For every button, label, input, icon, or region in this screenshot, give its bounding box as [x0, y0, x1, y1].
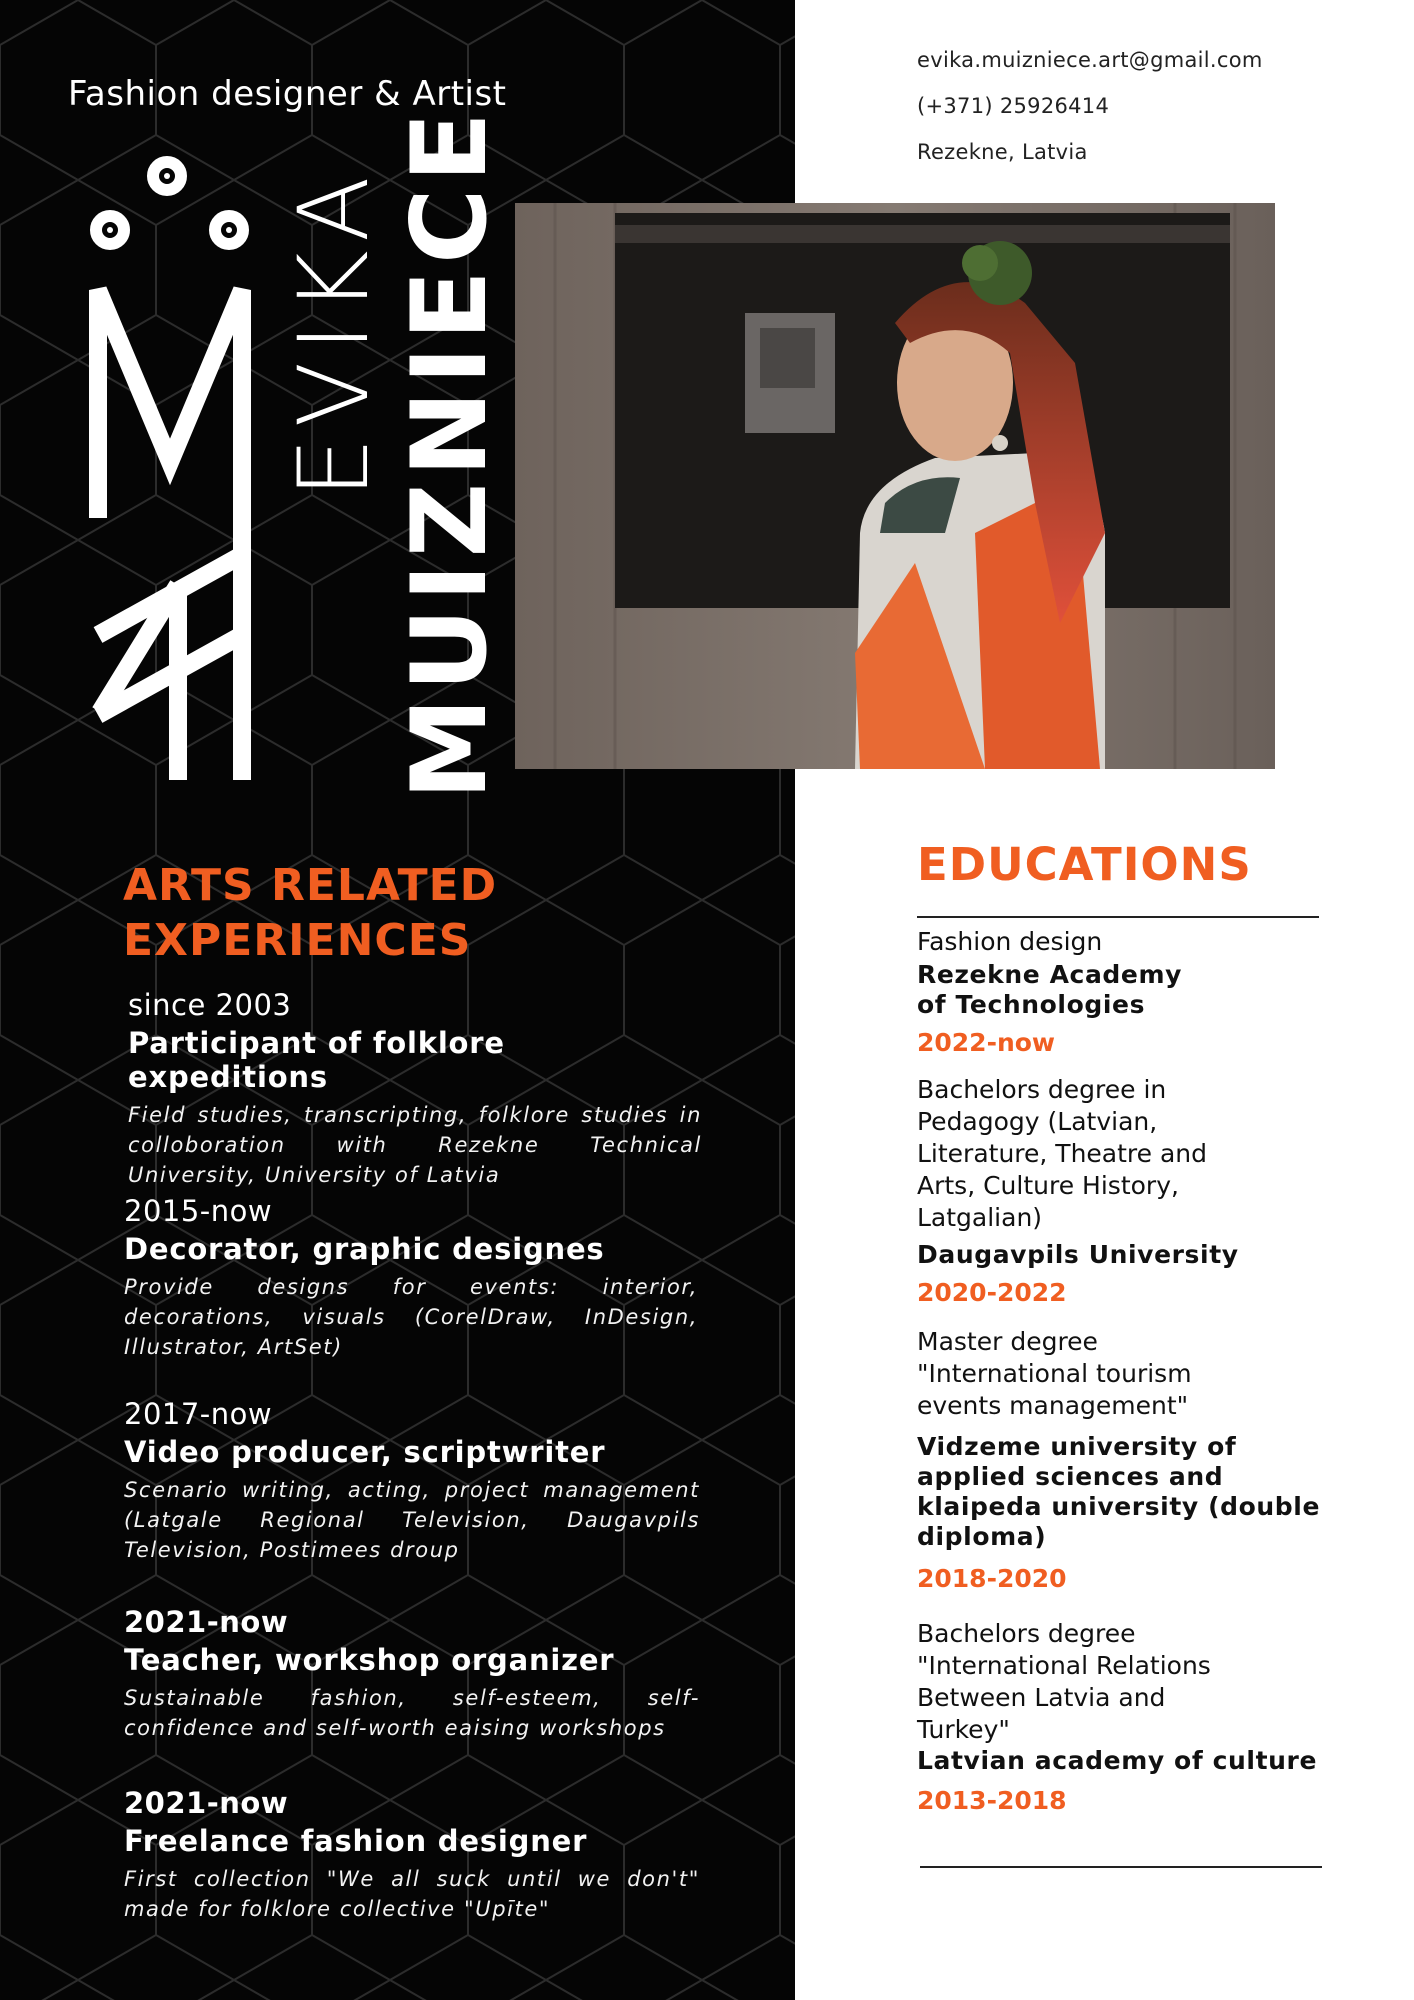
experience-description: First collection "We all suck until we don't" made for folklore collective "Upīte" — [124, 1867, 700, 1921]
education-degree: Fashion design — [917, 927, 1103, 956]
experience-item — [124, 1397, 700, 1565]
educations-heading: EDUCATIONS — [917, 838, 1252, 891]
education-years: 2013-2018 — [917, 1786, 1067, 1815]
arts-heading-line1: ARTS RELATED — [123, 860, 498, 911]
education-years: 2018-2020 — [917, 1564, 1067, 1593]
job-subtitle: Fashion designer & Artist — [68, 74, 507, 114]
experience-role: Video producer, scriptwriter — [124, 1435, 606, 1469]
experience-role: Teacher, workshop organizer — [124, 1643, 615, 1677]
monogram-logo-icon — [70, 140, 270, 800]
education-item — [917, 1326, 1321, 1593]
experience-description: Provide designs for events: interior, decorations, visuals (CorelDraw, InDesign, Illustrator, ArtSet) — [124, 1275, 698, 1359]
experience-item — [124, 1786, 700, 1924]
education-degree: Bachelors degree in Pedagogy (Latvian, Literature, Theatre and Arts, Culture History, Latgalian) — [917, 1075, 1208, 1232]
experience-role: Participant of folklore expeditions — [128, 1026, 505, 1094]
experience-item — [124, 1194, 698, 1362]
experience-description: Scenario writing, acting, project management (Latgale Regional Television, Daugavpils Television, Postimees droup — [124, 1478, 700, 1562]
education-item — [917, 1618, 1318, 1815]
arts-experiences-heading — [123, 858, 683, 968]
education-institution: Rezekne Academy of Technologies — [917, 960, 1183, 1019]
education-years: 2020-2022 — [917, 1278, 1067, 1307]
education-institution: Vidzeme university of applied sciences and klaipeda university (double diploma) — [917, 1432, 1321, 1551]
experience-item — [128, 988, 702, 1190]
first-name: EVIKA — [278, 166, 390, 498]
contact-phone: (+371) 25926414 — [917, 94, 1110, 118]
education-institution: Latvian academy of culture — [917, 1746, 1318, 1775]
experience-role: Freelance fashion designer — [124, 1824, 588, 1858]
education-degree: Bachelors degree "International Relations Between Latvia and Turkey" — [917, 1619, 1211, 1744]
experience-year: 2015-now — [124, 1194, 273, 1228]
education-item — [917, 1074, 1237, 1307]
experience-description: Sustainable fashion, self-esteem, self-confidence and self-worth eaising workshops — [124, 1686, 700, 1740]
experience-item — [124, 1605, 700, 1743]
education-years: 2022-now — [917, 1028, 1056, 1057]
arts-heading-line2: EXPERIENCES — [123, 915, 472, 966]
portrait-photo — [515, 203, 1275, 769]
experience-year: since 2003 — [128, 988, 292, 1022]
divider — [917, 916, 1319, 918]
last-name: MUIZNIECE — [390, 106, 510, 800]
divider — [920, 1866, 1322, 1868]
contact-email: evika.muizniece.art@gmail.com — [917, 48, 1263, 72]
education-degree: Master degree "International tourism events management" — [917, 1327, 1192, 1420]
experience-role: Decorator, graphic designes — [124, 1232, 605, 1266]
education-item — [917, 926, 1327, 1057]
experience-year: 2021-now — [124, 1605, 289, 1639]
experience-year: 2017-now — [124, 1397, 273, 1431]
experience-year: 2021-now — [124, 1786, 289, 1820]
contact-location: Rezekne, Latvia — [917, 140, 1088, 164]
experience-description: Field studies, transcripting, folklore studies in colloboration with Rezekne Technical University, University of Latvia — [128, 1103, 702, 1187]
education-institution: Daugavpils University — [917, 1240, 1239, 1269]
